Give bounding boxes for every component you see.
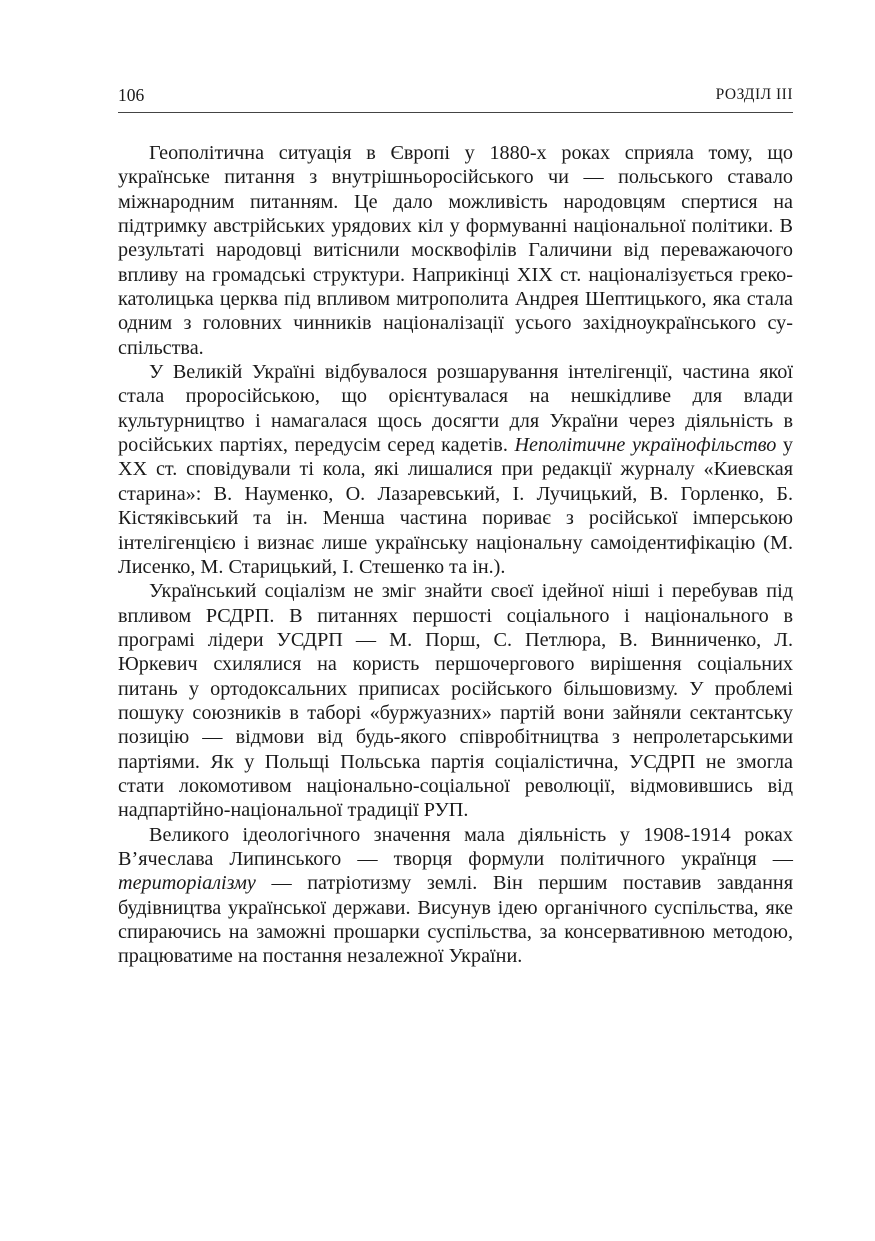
paragraph-2-text-part-2: у XX ст. сповідували ті кола, які лишалися при редакції журналу «Киевская старина»: В. Науменко, О. Лазаревський, І. Лучицький, В. Горленко, Б. Кістяківський та ін. Менша частина пориває з російської імперською інтелігенцією і визнає лише українську національну самоідентифікацію (М. Лисенко, М. Старицький, І. Стешенко та ін.). xyxy=(118,434,793,578)
paragraph-1-text: Геополітична ситуація в Європі у 1880-х роках сприяла тому, що українське питання з внутрішньоросійського чи — польського ставало міжнародним питанням. Це дало можливість народовцям спертися на підтримку австрійських урядових кіл у формуванні національної політики. В результаті народовці витіснили москвофілів Галичини від переважаючого впливу на громадські структури. Наприкінці XIX ст. націоналізується греко-католицька церква під впливом митрополита Андрея Шептицького, яка стала одним з головних чинників націоналізації усього західноукраїнського суспільства. xyxy=(118,142,793,359)
page-number: 106 xyxy=(118,85,145,105)
paragraph-2-text-part-1: У Великій Україні відбувалося розшарування інтелігенції, частина якої стала проросійською, що орієнтувалася на нешкідливе для влади культурництво і намагалася щось досягти для України через діяльність в російських партіях, передусім серед кадетів. xyxy=(118,361,793,457)
paragraph-4-emphasis: територіалізму xyxy=(118,872,256,895)
paragraph-3 xyxy=(118,579,793,822)
body-text xyxy=(118,141,793,969)
paragraph-1 xyxy=(118,141,793,360)
section-title: РОЗДІЛ III xyxy=(715,86,793,103)
paragraph-4 xyxy=(118,823,793,969)
paragraph-2 xyxy=(118,360,793,579)
paragraph-3-text: Український соціалізм не зміг знайти своєї ідейної ніші і перебував під впливом РСДРП. В питаннях першості соціального і національного в програмі лідери УСДРП — М. Порш, С. Петлюра, В. Винниченко, Л. Юркевич схилялися на користь першочергового вирішення соціальних питань у ортодоксальних приписах російського більшовизму. У проблемі пошуку союзників в таборі «буржуазних» партій вони зайняли сектантську позицію — відмови від будь-якого співробітництва з непролетарськими партіями. Як у Польщі Польська партія соціалістична, УСДРП не змогла стати локомотивом національно-соціальної революції, відмовившись від надпартійно-національної традиції РУП. xyxy=(118,580,793,822)
paragraph-4-text-part-2: — патріотизму землі. Він першим поставив завдання будівництва української держави. Висунув ідею органічного суспільства, яке спираючись на заможні прошарки суспільства, за консервативною методою, працюватиме на постання незалежної України. xyxy=(118,872,793,968)
paragraph-2-emphasis: Неполітичне українофільство xyxy=(514,434,777,457)
paragraph-4-text-part-1: Великого ідеологічного значення мала діяльність у 1908-1914 роках В’ячеслава Липинського — творця формули політичного українця — xyxy=(118,823,793,870)
book-page xyxy=(118,82,793,969)
running-header xyxy=(118,82,793,113)
